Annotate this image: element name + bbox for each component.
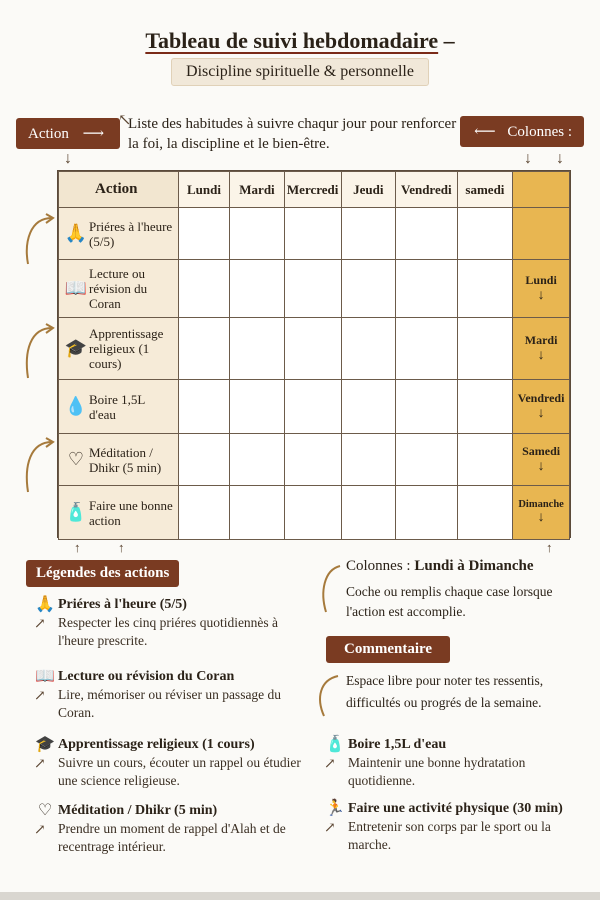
side-cell-dimanche — [513, 486, 570, 540]
legend-item-title: Boire 1,5L d'eau — [348, 737, 447, 752]
check-cell[interactable] — [457, 486, 513, 540]
legend-item-title: Méditation / Dhikr (5 min) — [58, 803, 218, 818]
action-label: Méditation / Dhikr (5 min) — [89, 444, 162, 475]
action-tag — [16, 118, 120, 149]
check-cell[interactable] — [457, 434, 513, 486]
check-cell[interactable] — [284, 318, 341, 380]
check-cell[interactable] — [395, 380, 457, 434]
legend-item-desc: ↗ Maintenir une bonne hydratation quotidienne. — [322, 754, 592, 790]
check-cell[interactable] — [395, 434, 457, 486]
check-cell[interactable] — [457, 318, 513, 380]
legend-item-title: Priéres à l'heure (5/5) — [58, 597, 187, 612]
colonnes-note-desc: Coche ou remplis chaque case lorsque l'action est accomplie. — [346, 584, 553, 619]
loop-arrow-icon — [18, 212, 58, 272]
action-row-coran — [59, 260, 179, 318]
check-cell[interactable] — [230, 318, 284, 380]
check-cell[interactable] — [457, 208, 513, 260]
side-label: Samedi — [522, 444, 561, 458]
water-bottles-icon: 🧴 — [325, 736, 345, 753]
action-row-meditation — [59, 434, 179, 486]
intro-text: Liste des habitudes à suivre chaqur jour pour renforcer la foi, la discipline et le bien-être. — [128, 116, 457, 152]
legend-item-title: Faire une activité physique (30 min) — [348, 801, 563, 816]
up-arrow-icon: ↑ — [546, 540, 553, 555]
up-arrow-icon: ↑ — [118, 540, 125, 555]
down-arrow-icon: ↓ — [537, 406, 545, 421]
action-label: Apprentissage religieux (1 cours) — [89, 326, 164, 371]
legend-item-desc: ↗ Respecter les cinq priéres quotidiennès à l'heure prescrite. — [32, 614, 302, 650]
check-cell[interactable] — [178, 318, 230, 380]
book-icon: 📖 — [35, 668, 55, 685]
check-cell[interactable] — [284, 380, 341, 434]
page-title — [0, 28, 600, 54]
check-cell[interactable] — [284, 208, 341, 260]
check-cell[interactable] — [178, 434, 230, 486]
check-cell[interactable] — [284, 486, 341, 540]
check-cell[interactable] — [284, 260, 341, 318]
commentaire-title: Commentaire — [326, 636, 450, 663]
legend-item-desc: ↗ Prendre un moment de rappel d'Alah et de recentrage intérieur. — [32, 820, 302, 856]
check-cell[interactable] — [230, 260, 284, 318]
heart-meditation-icon: ♡ — [67, 449, 85, 469]
action-column-header: Action — [59, 172, 179, 208]
graduation-cap-icon: 🎓 — [64, 338, 88, 358]
loop-arrow-icon — [316, 562, 344, 616]
action-tag-label: Action — [28, 126, 69, 142]
check-cell[interactable] — [230, 208, 284, 260]
check-cell[interactable] — [457, 380, 513, 434]
action-row-prieres — [59, 208, 179, 260]
check-cell[interactable] — [341, 434, 395, 486]
legend-item-apprentissage — [32, 736, 302, 790]
page-subtitle: Discipline spirituelle & personnelle — [171, 58, 429, 86]
legend-item-desc: ↗ Lire, mémoriser ou réviser un passage du Coran. — [32, 686, 302, 722]
colonnes-tag — [460, 116, 584, 147]
day-header-jeudi: Jeudi — [341, 172, 395, 208]
check-cell[interactable] — [284, 434, 341, 486]
legend-item-meditation — [32, 802, 302, 856]
side-cell-vendredi — [513, 380, 570, 434]
side-label: Mardi — [524, 333, 558, 347]
subtitle-wrap — [0, 58, 600, 86]
legend-item-coran — [32, 668, 302, 722]
down-arrow-icon: ↓ — [524, 150, 532, 167]
heart-meditation-icon: ♡ — [37, 802, 53, 819]
loop-arrow-icon — [18, 322, 58, 382]
day-header-vendredi: Vendredi — [395, 172, 457, 208]
check-cell[interactable] — [178, 486, 230, 540]
down-arrow-icon: ↓ — [537, 510, 545, 525]
up-arrow-icon: ↑ — [74, 540, 81, 555]
side-cell-mardi — [513, 318, 570, 380]
colonnes-tag-label: Colonnes : — [507, 124, 572, 140]
side-cell-samedi — [513, 434, 570, 486]
legend-title: Légendes des actions — [26, 560, 179, 587]
commentaire-desc: Espace libre pour noter tes ressentis, difficultés ou progrés de la semaine. — [346, 673, 544, 710]
side-label: Lundi — [525, 273, 557, 287]
right-arrow-icon: ⟶ — [82, 126, 105, 142]
down-arrow-icon: ↓ — [537, 459, 545, 474]
check-cell[interactable] — [230, 486, 284, 540]
praying-hands-icon: 🙏 — [35, 596, 55, 613]
colonnes-note — [346, 556, 586, 622]
praying-hands-icon: 🙏 — [64, 223, 88, 243]
check-cell[interactable] — [178, 208, 230, 260]
action-label: Faire une bonne action — [89, 497, 173, 528]
down-arrow-icon: ↓ — [556, 150, 564, 167]
down-arrow-icon: ↓ — [537, 288, 545, 303]
check-cell[interactable] — [230, 434, 284, 486]
legend-item-prieres — [32, 596, 302, 650]
loop-arrow-icon — [18, 436, 58, 496]
side-cell — [513, 208, 570, 260]
legend-item-desc: ↗ Suivre un cours, écouter un rappel ou étudier une science religieuse. — [32, 754, 302, 790]
legend-item-title: Lecture ou révision du Coran — [58, 669, 235, 684]
title-text: Tableau de suivi hebdomadaire — [145, 28, 439, 53]
check-cell[interactable] — [341, 260, 395, 318]
legend-item-eau — [322, 736, 592, 790]
bottom-bar — [0, 892, 600, 900]
day-header-mardi: Mardi — [230, 172, 284, 208]
check-cell[interactable] — [341, 380, 395, 434]
action-row-apprentissage — [59, 318, 179, 380]
running-person-icon: 🏃 — [325, 800, 345, 817]
day-header-samedi: samedi — [457, 172, 513, 208]
day-header-mercredi: Mercredi — [284, 172, 341, 208]
check-cell[interactable] — [395, 208, 457, 260]
side-cell-lundi — [513, 260, 570, 318]
legend-item-desc: ↗ Entretenir son corps par le sport ou la marche. — [322, 818, 596, 854]
water-bottle-icon: 🧴 — [64, 502, 88, 522]
graduation-cap-icon: 🎓 — [35, 736, 55, 753]
water-drop-icon: 💧 — [64, 396, 88, 416]
check-cell[interactable] — [341, 486, 395, 540]
down-arrow-icon: ↓ — [537, 348, 545, 363]
colonnes-note-prefix: Colonnes : — [346, 558, 411, 574]
action-row-bonne-action — [59, 486, 179, 540]
left-arrow-icon: ⟵ — [474, 124, 496, 140]
side-label: Vendredi — [517, 391, 565, 405]
side-label: Dimanche — [518, 499, 564, 510]
curved-arrow-icon: ↖ — [118, 112, 132, 129]
check-cell[interactable] — [341, 318, 395, 380]
legend-item-activite — [322, 800, 596, 854]
tracker-table — [57, 170, 571, 538]
loop-arrow-icon — [312, 672, 342, 720]
down-arrow-icon: ↓ — [64, 150, 72, 167]
legend-item-title: Apprentissage religieux (1 cours) — [58, 737, 255, 752]
check-cell[interactable] — [178, 260, 230, 318]
book-icon: 📖 — [64, 278, 88, 298]
check-cell[interactable] — [230, 380, 284, 434]
check-cell[interactable] — [395, 486, 457, 540]
action-row-eau — [59, 380, 179, 434]
action-label: Lecture ou révision du Coran — [89, 266, 148, 311]
check-cell[interactable] — [395, 260, 457, 318]
check-cell[interactable] — [457, 260, 513, 318]
check-cell[interactable] — [395, 318, 457, 380]
check-cell[interactable] — [341, 208, 395, 260]
action-label: Boire 1,5L d'eau — [89, 391, 145, 422]
title-dash: – — [443, 28, 455, 53]
side-column-header — [513, 172, 570, 208]
day-header-lundi: Lundi — [178, 172, 230, 208]
check-cell[interactable] — [178, 380, 230, 434]
colonnes-note-range: Lundi à Dimanche — [414, 558, 534, 574]
action-label: Priéres à l'heure (5/5) — [89, 218, 173, 249]
